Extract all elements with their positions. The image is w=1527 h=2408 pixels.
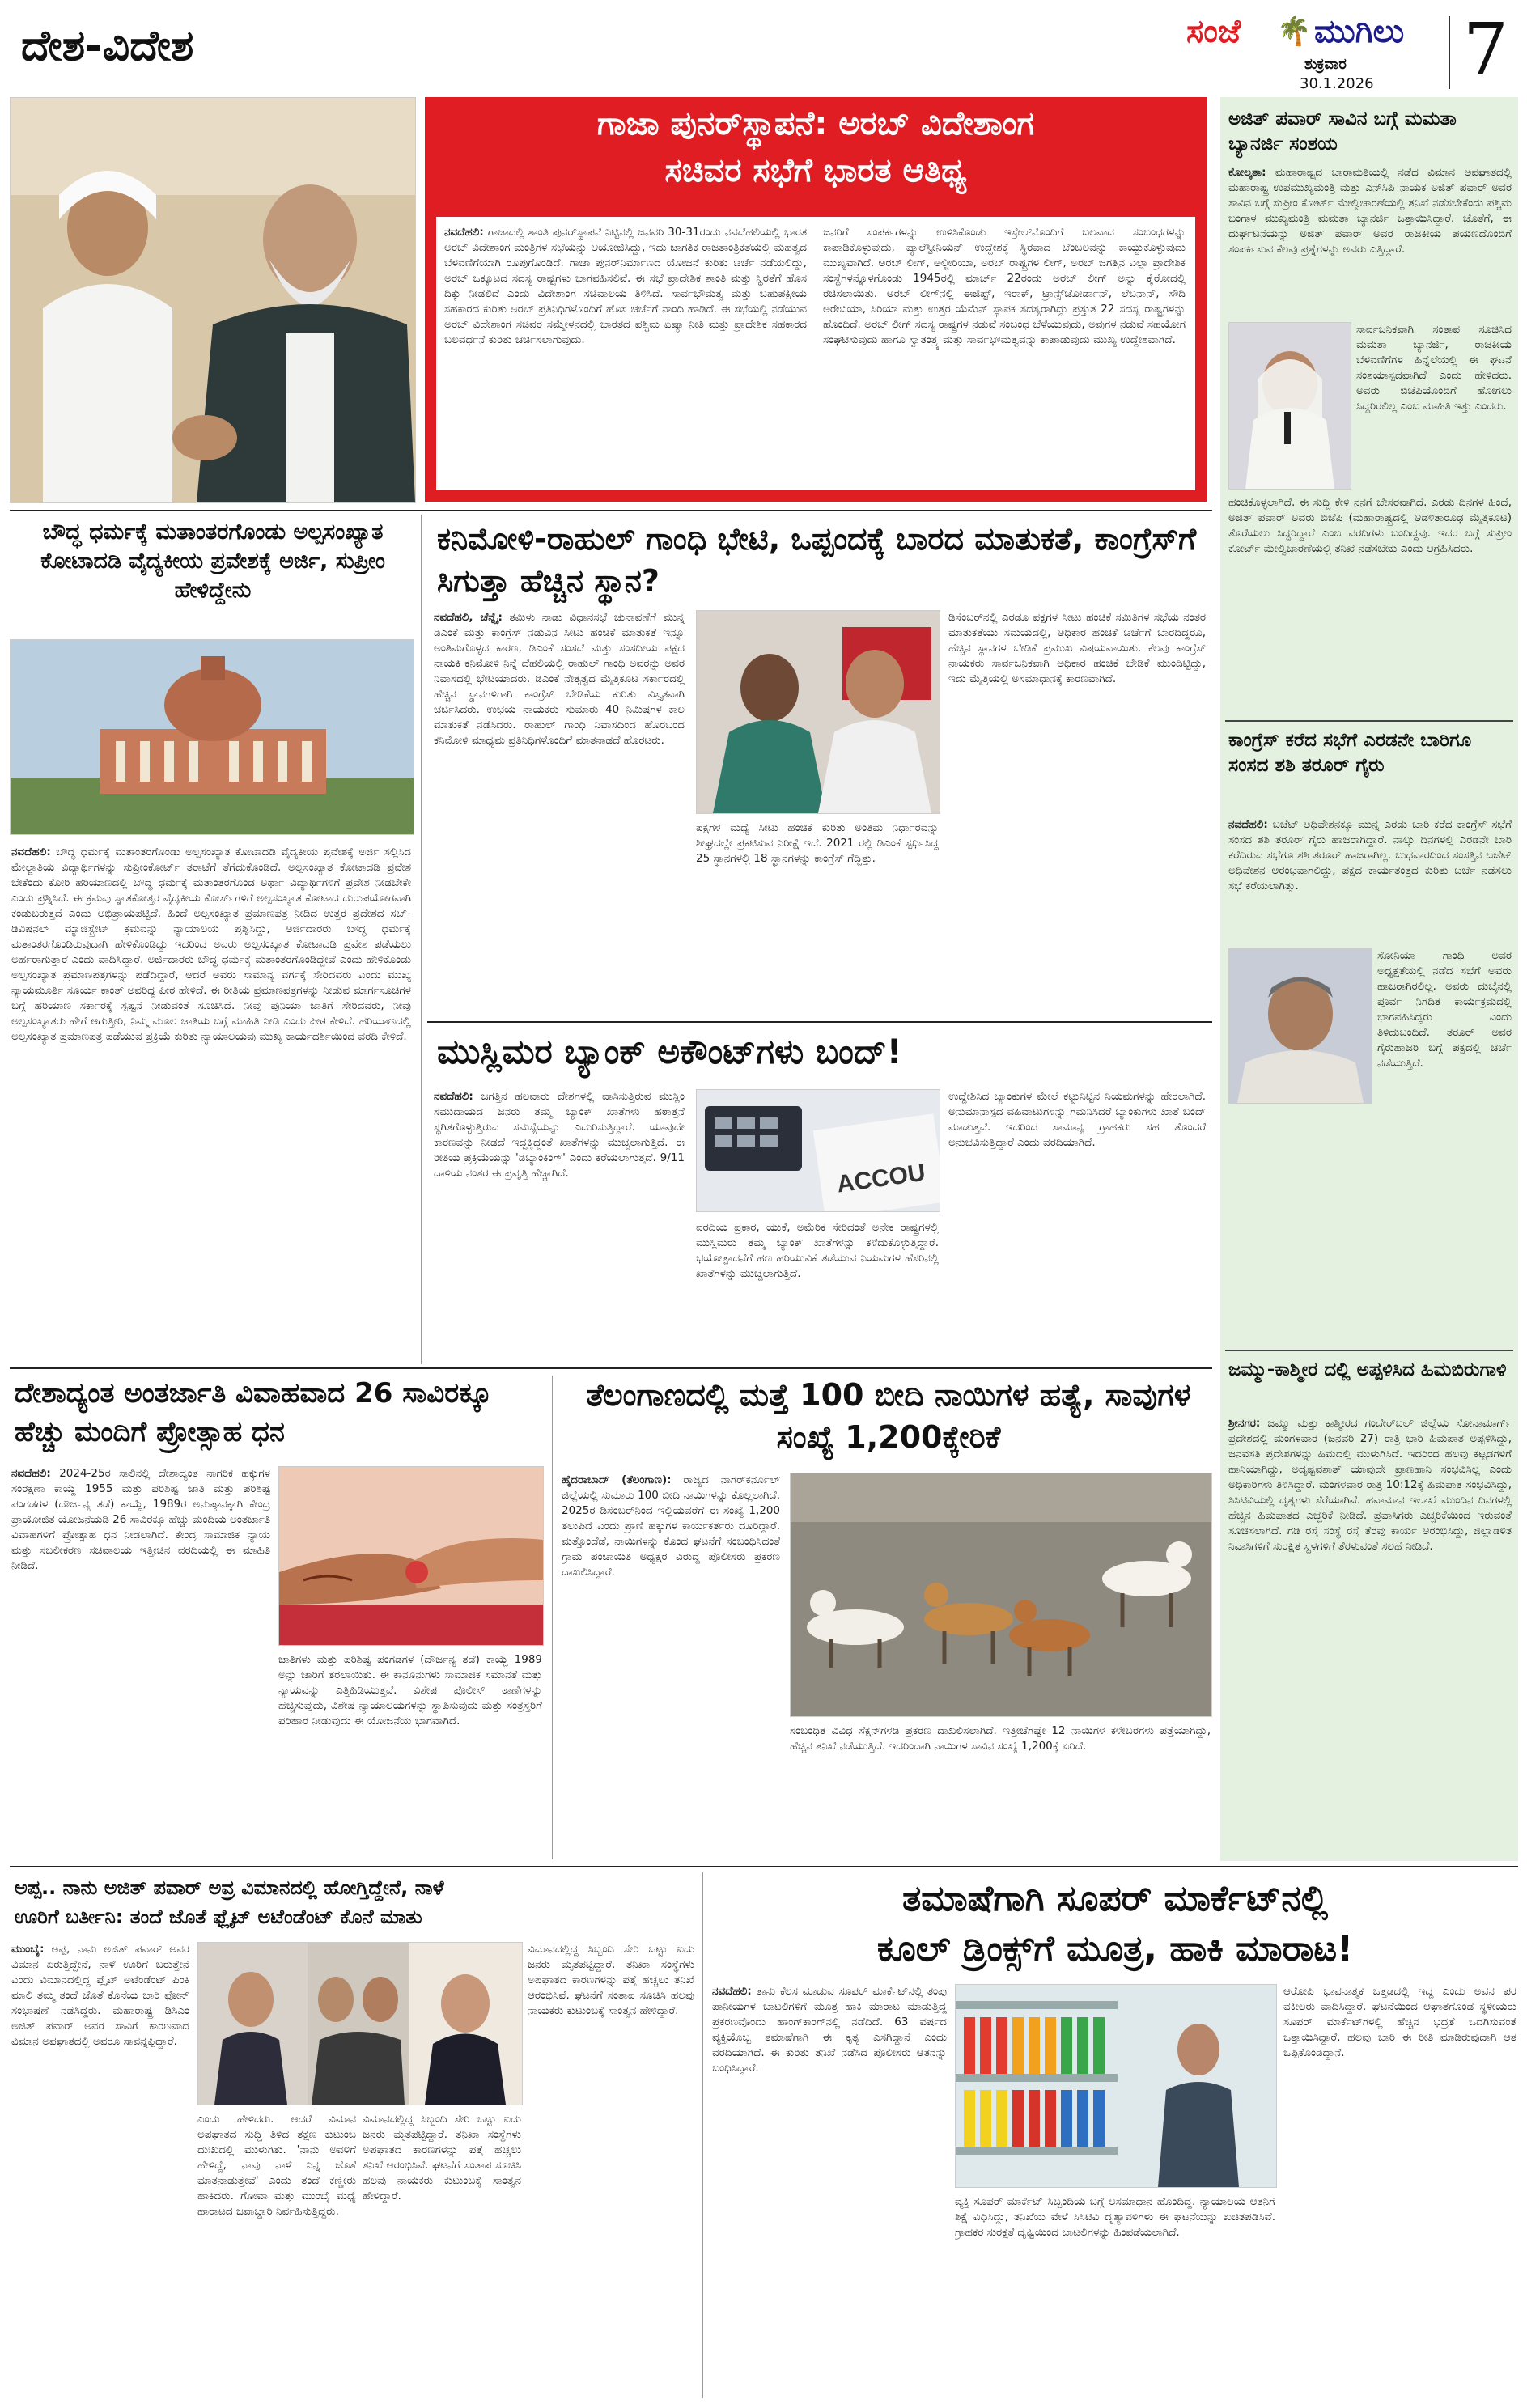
story4-headline: ಮುಸ್ಲಿಮರ ಬ್ಯಾಂಕ್ ಅಕೌಂಟ್‌ಗಳು ಬಂದ್! [437,1032,902,1071]
side3-body-text: ಜಮ್ಮು ಮತ್ತು ಕಾಶ್ಮೀರದ ಗಂದೇರ್‌ಬಲ್ ಜಿಲ್ಲೆಯ ಸೋನಾಮಾರ್ಗ್ ಪ್ರದೇಶದಲ್ಲಿ ಮಂಗಳವಾರ (ಜನವರಿ 27) ರಾತ್ರಿ ಭಾರಿ ಹಿಮಪಾತ ಅಪ್ಪಳಿಸಿದ್ದು, ಜನವಸತಿ ಪ್ರದೇಶಗಳನ್ನು ಹಿಮದಲ್ಲಿ ಮುಳುಗಿಸಿದೆ. ಇದರಿಂದ ಹಲವು ಕಟ್ಟಡಗಳಿಗೆ ಹಾನಿಯಾಗಿದ್ದು, ಅದೃಷ್ಟವಶಾತ್ ಯಾವುದೇ ಪ್ರಾಣಹಾನಿ ಸಂಭವಿಸಿಲ್ಲ ಎಂದು ಅಧಿಕಾರಿಗಳು ತಿಳಿಸಿದ್ದಾರೆ. ಮಂಗಳವಾರ ರಾತ್ರಿ 10:12ಕ್ಕೆ ಹಿಮಪಾತ ಸಂಭವಿಸಿದ್ದು, ಸಿಸಿಟಿವಿಯಲ್ಲಿ ದೃಶ್ಯಗಳು ಸೆರೆಯಾಗಿವೆ. ಹವಾಮಾನ ಇಲಾಖೆ ಮುಂದಿನ ದಿನಗಳಲ್ಲಿ ಹೆಚ್ಚಿನ ಹಿಮಪಾತದ ಎಚ್ಚರಿಕೆ ನೀಡಿದೆ. ಪ್ರವಾಸಿಗರು ಎಚ್ಚರಿಕೆಯಿಂದ ಇರುವಂತೆ ಸೂಚಿಸಲಾಗಿದೆ. ಗಡಿ ರಸ್ತೆ ಸಂಸ್ಥೆ ರಸ್ತೆ ತೆರವು ಕಾರ್ಯ ಆರಂಭಿಸಿದ್ದು, ಜಿಲ್ಲಾಡಳಿತ ನಿವಾಸಿಗಳಿಗೆ ಸುರಕ್ಷಿತ ಸ್ಥಳಗಳಿಗೆ ತೆರಳುವಂತೆ ಸಲಹೆ ನೀಡಿದೆ. [1228,1417,1512,1553]
story5-dateline: ನವದೆಹಲಿ: [11,1467,51,1480]
rule-1 [10,510,1212,511]
story4-col3 [948,1089,1206,1361]
supreme-court-photo [10,639,414,835]
rule-v-3 [702,1872,703,2398]
side1-body1-text: ಮಹಾರಾಷ್ಟ್ರದ ಬಾರಾಮತಿಯಲ್ಲಿ ನಡೆದ ವಿಮಾನ ಅಪಘಾತದಲ್ಲಿ ಮಹಾರಾಷ್ಟ್ರ ಉಪಮುಖ್ಯಮಂತ್ರಿ ಮತ್ತು ಎನ್‌ಸಿಪಿ ನಾಯಕ ಅಜಿತ್ ಪವಾರ್ ಅವರ ಸಾವಿನ ಬಗ್ಗೆ ಸುಪ್ರೀಂ ಕೋರ್ಟ್ ಮೇಲ್ವಿಚಾರಣೆಯಲ್ಲಿ ತನಿಖೆ ನಡೆಸಬೇಕೆಂದು ಪಶ್ಚಿಮ ಬಂಗಾಳ ಮುಖ್ಯಮಂತ್ರಿ ಮಮತಾ ಬ್ಯಾನರ್ಜಿ ಒತ್ತಾಯಿಸಿದ್ದಾರೆ. ಜೊತೆಗೆ, ಈ ದುರ್ಘಟನೆಯನ್ನು ಅಜಿತ್ ಪವಾರ್ ಅವರ ರಾಜಕೀಯ ಪಯಣದೊಂದಿಗೆ ಸಂಪರ್ಕಿಸುವ ಕೆಲವು ಪ್ರಶ್ನೆಗಳನ್ನು ಅವರು ಎತ್ತಿದ್ದಾರೆ. [1228,166,1512,256]
story7-col3-text: ವಿಮಾನದಲ್ಲಿದ್ದ ಸಿಬ್ಬಂದಿ ಸೇರಿ ಒಟ್ಟು ಐದು ಜನರು ಮೃತಪಟ್ಟಿದ್ದಾರೆ. ತನಿಖಾ ಸಂಸ್ಥೆಗಳು ಅಪಘಾತದ ಕಾರಣಗಳನ್ನು ಪತ್ತೆ ಹಚ್ಚಲು ತನಿಖೆ ಆರಂಭಿಸಿವೆ. ಘಟನೆಗೆ ಸಂತಾಪ ಸೂಚಿಸಿ ಹಲವು ನಾಯಕರು ಕುಟುಂಬಕ್ಕೆ ಸಾಂತ್ವನ ಹೇಳಿದ್ದಾರೆ. [528,1943,694,2017]
logo-left-text: ಸಂಜೆ [1186,13,1241,50]
story4-col1-text: ಜಗತ್ತಿನ ಹಲವಾರು ದೇಶಗಳಲ್ಲಿ ವಾಸಿಸುತ್ತಿರುವ ಮುಸ್ಲಿಂ ಸಮುದಾಯದ ಜನರು ತಮ್ಮ ಬ್ಯಾಂಕ್ ಖಾತೆಗಳು ಹಠಾತ್ತನೆ ಸ್ಥಗಿತಗೊಳ್ಳುತ್ತಿರುವ ಸಮಸ್ಯೆಯನ್ನು ಎದುರಿಸುತ್ತಿದ್ದಾರೆ. ಯಾವುದೇ ಕಾರಣವನ್ನು ನೀಡದೆ ಇದ್ದಕ್ಕಿದ್ದಂತೆ ಖಾತೆಗಳನ್ನು ಮುಚ್ಚಲಾಗುತ್ತಿದೆ. ಈ ರೀತಿಯ ಪ್ರಕ್ರಿಯೆಯನ್ನು 'ಡಿಬ್ಯಾಂಕಿಂಗ್' ಎಂದು ಕರೆಯಲಾಗುತ್ತದೆ. 9/11 ದಾಳಿಯ ನಂತರ ಈ ಪ್ರವೃತ್ತಿ ಹೆಚ್ಚಾಗಿದೆ. [434,1090,685,1180]
side1-body2 [1356,322,1512,488]
story7-headline-2: ಊರಿಗೆ ಬರ್ತೀನಿ: ತಂದೆ ಜೊತೆ ಫ್ಲೈಟ್ ಅಟೆಂಡೆಂಟ್ ಕೊನೆ ಮಾತು [15,1906,422,1928]
story1-col2-text: ಜನರಿಗೆ ಸಂಪರ್ಕಗಳನ್ನು ಉಳಿಸಿಕೊಂಡು ಇಸ್ರೇಲ್‌ನೊಂದಿಗೆ ಬಲವಾದ ಸಂಬಂಧಗಳನ್ನು ಕಾಪಾಡಿಕೊಳ್ಳುವುದು, ಪ್ಯಾಲೆಸ್ಟೀನಿಯನ್ ಉದ್ದೇಶಕ್ಕೆ ಸ್ಥಿರವಾದ ಬೆಂಬಲವನ್ನು ಕಾಯ್ದುಕೊಳ್ಳುವುದು ಮುಖ್ಯವಾಗಿದೆ. ಅರಬ್ ಲೀಗ್, ಅಲ್ಜೀರಿಯಾ, ಅರಬ್ ರಾಷ್ಟ್ರಗಳ ಲೀಗ್, ಅರಬ್ ಜಗತ್ತಿನ ಎಲ್ಲಾ ಪ್ರಾದೇಶಿಕ ಸಂಸ್ಥೆಗಳನ್ನೊಳಗೊಂಡು 1945ರಲ್ಲಿ ಮಾರ್ಚ್ 22ರಂದು ಅರಬ್ ಲೀಗ್ ಅನ್ನು ಕೈರೋದಲ್ಲಿ ರಚಿಸಲಾಯಿತು. ಅರಬ್ ಲೀಗ್‌ನಲ್ಲಿ ಈಜಿಪ್ಟ್, ಇರಾಕ್, ಟ್ರಾನ್ಸ್‌ಜೋರ್ಡಾನ್, ಲೆಬನಾನ್, ಸೌದಿ ಅರೇಬಿಯಾ, ಸಿರಿಯಾ ಮತ್ತು ಉತ್ತರ ಯೆಮೆನ್ ಸ್ಥಾಪಕ ಸದಸ್ಯರಾಗಿದ್ದು ಪ್ರಸ್ತುತ 22 ಸದಸ್ಯ ರಾಷ್ಟ್ರಗಳನ್ನು ಹೊಂದಿದೆ. ಅರಬ್ ಲೀಗ್ ಸದಸ್ಯ ರಾಷ್ಟ್ರಗಳ ನಡುವೆ ಸಂಬಂಧ ಬೆಳೆಯುವುದು, ಅವುಗಳ ನಡುವೆ ಸಹಯೋಗ ಸಂಘಟಿಸುವುದು ಹಾಗೂ ಸ್ವಾತಂತ್ರ್ಯ ಮತ್ತು ಸಾರ್ವಭೌಮತ್ವವನ್ನು ಕಾಪಾಡುವುದು ಮುಖ್ಯ ಉದ್ದೇಶವಾಗಿದೆ. [823,226,1186,346]
story3-col2 [948,610,1206,1015]
story7-col3b-text: ವಿಮಾನದಲ್ಲಿದ್ದ ಸಿಬ್ಬಂದಿ ಸೇರಿ ಒಟ್ಟು ಐದು ಜನರು ಮೃತಪಟ್ಟಿದ್ದಾರೆ. ತನಿಖಾ ಸಂಸ್ಥೆಗಳು ಅಪಘಾತದ ಕಾರಣಗಳನ್ನು ಪತ್ತೆ ಹಚ್ಚಲು ತನಿಖೆ ಆರಂಭಿಸಿವೆ. ಘಟನೆಗೆ ಸಂತಾಪ ಸೂಚಿಸಿ ಹಲವು ನಾಯಕರು ಕುಟುಂಬಕ್ಕೆ ಸಾಂತ್ವನ ಹೇಳಿದ್ದಾರೆ. [363,2113,521,2202]
story8-dateline: ನವದೆಹಲಿ: [712,1985,752,1998]
story8-col3 [1283,1984,1516,2395]
wedding-hands-photo [278,1466,544,1646]
rule-4 [10,1866,1518,1867]
story8-col2 [955,2194,1275,2395]
svg-text:ACCOU: ACCOU [835,1159,927,1198]
kanimozhi-rahul-photo [696,610,940,814]
story2-headline: ಬೌದ್ಧ ಧರ್ಮಕ್ಕೆ ಮತಾಂತರಗೊಂಡು ಅಲ್ಪಸಂಖ್ಯಾತ ಕೋಟಾದಡಿ ವೈದ್ಯಕೀಯ ಪ್ರವೇಶಕ್ಕೆ ಅರ್ಜಿ, ಸುಪ್ರೀಂ ಹೇಳಿದ್ದೇನು [40,519,385,603]
page-number: 7 [1463,7,1508,91]
mamata-photo [1228,322,1351,490]
side2-body2-text: ಸೋನಿಯಾ ಗಾಂಧಿ ಅವರ ಅಧ್ಯಕ್ಷತೆಯಲ್ಲಿ ನಡೆದ ಸಭೆಗೆ ಅವರು ಹಾಜರಾಗಿರಲಿಲ್ಲ. ಅವರು ದುಬೈನಲ್ಲಿ ಪೂರ್ವ ನಿಗದಿತ ಕಾರ್ಯಕ್ರಮದಲ್ಲಿ ಭಾಗವಹಿಸಿದ್ದರು ಎಂದು ತಿಳಿದುಬಂದಿದೆ. ತರೂರ್ ಅವರ ಗೈರುಹಾಜರಿ ಬಗ್ಗೆ ಪಕ್ಷದಲ್ಲಿ ಚರ್ಚೆ ನಡೆಯುತ್ತಿದೆ. [1377,949,1512,1070]
side2-body2 [1377,948,1512,1337]
story8-headline-2: ಕೂಲ್ ಡ್ರಿಂಕ್ಸ್‌ಗೆ ಮೂತ್ರ, ಹಾಕಿ ಮಾರಾಟ! [876,1928,1354,1969]
story7-col2b [363,2112,521,2395]
story8-headline-1: ತಮಾಷೆಗಾಗಿ ಸೂಪರ್ ಮಾರ್ಕೆಟ್‌ನಲ್ಲಿ [901,1878,1329,1919]
story3-col1-text: ತಮಿಳು ನಾಡು ವಿಧಾನಸಭೆ ಚುನಾವಣೆಗೆ ಮುನ್ನ ಡಿಎಂಕೆ ಮತ್ತು ಕಾಂಗ್ರೆಸ್ ನಡುವಿನ ಸೀಟು ಹಂಚಿಕೆ ಮಾತುಕತೆ ಇನ್ನೂ ಅಂತಿಮಗೊಳ್ಳದ ಕಾರಣ, ಡಿಎಂಕೆ ಸಂಸದೆ ಮತ್ತು ಸಂಸದೀಯ ಪಕ್ಷದ ನಾಯಕಿ ಕನಿಮೋಳಿ ನಿನ್ನೆ ದೆಹಲಿಯಲ್ಲಿ ರಾಹುಲ್ ಗಾಂಧಿ ಅವರನ್ನು ಅವರ ನಿವಾಸದಲ್ಲಿ ಭೇಟಿಯಾದರು. ಡಿಎಂಕೆ ನೇತೃತ್ವದ ಮೈತ್ರಿಕೂಟ ಸರ್ಕಾರದಲ್ಲಿ ಹೆಚ್ಚಿನ ಸ್ಥಾನಗಳಿಗಾಗಿ ಕಾಂಗ್ರೆಸ್ ಬೇಡಿಕೆಯ ಕುರಿತು ವಿಸ್ತೃತವಾಗಿ ಚರ್ಚಿಸಿದರು. ಉಭಯ ನಾಯಕರು ಸುಮಾರು 40 ನಿಮಿಷಗಳ ಕಾಲ ಮಾತುಕತೆ ನಡೆಸಿದರು. ರಾಹುಲ್ ಗಾಂಧಿ ನಿವಾಸದಿಂದ ಹೊರಬಂದ ಕನಿಮೋಳಿ ಮಾಧ್ಯಮ ಪ್ರತಿನಿಧಿಗಳೊಂದಿಗೆ ಮಾತನಾಡದೆ ಹೊರಟರು. [434,611,685,747]
tharoor-photo [1228,948,1372,1104]
side1-headline: ಅಜಿತ್ ಪವಾರ್ ಸಾವಿನ ಬಗ್ಗೆ ಮಮತಾ ಬ್ಯಾನರ್ಜಿ ಸಂಶಯ [1228,108,1457,155]
side2-dateline: ನವದೆಹಲಿ: [1228,818,1268,831]
story6-col1 [562,1473,780,1859]
story3-col3-text: ಪಕ್ಷಗಳ ಮಧ್ಯೆ ಸೀಟು ಹಂಚಿಕೆ ಕುರಿತು ಅಂತಿಮ ನಿರ್ಧಾರವನ್ನು ಶೀಘ್ರದಲ್ಲೇ ಪ್ರಕಟಿಸುವ ನಿರೀಕ್ಷೆ ಇದೆ. 2021 ರಲ್ಲಿ ಡಿಎಂಕೆ ಸ್ಪರ್ಧಿಸಿದ್ದ 25 ಸ್ಥಾನಗಳಲ್ಲಿ 18 ಸ್ಥಾನಗಳನ್ನು ಕಾಂಗ್ರೆಸ್ ಗೆದ್ದಿತ್ತು. [696,821,939,865]
story2-body-text: ಬೌದ್ಧ ಧರ್ಮಕ್ಕೆ ಮತಾಂತರಗೊಂಡು ಅಲ್ಪಸಂಖ್ಯಾತ ಕೋಟಾದಡಿ ವೈದ್ಯಕೀಯ ಪ್ರವೇಶಕ್ಕೆ ಅರ್ಜಿ ಸಲ್ಲಿಸಿದ ಮೇಲ್ಜಾತಿಯ ವಿದ್ಯಾರ್ಥಿಗಳನ್ನು ಸುಪ್ರೀಂಕೋರ್ಟ್ ತರಾಟೆಗೆ ತೆಗೆದುಕೊಂಡಿದೆ. ಅಲ್ಪಸಂಖ್ಯಾತ ಕೋಟಾದಡಿ ಪ್ರವೇಶ ಬೇಕೆಂದು ಕೋರಿ ಹರಿಯಾಣದಲ್ಲಿ ಬೌದ್ಧ ಧರ್ಮಕ್ಕೆ ಮತಾಂತರಗೊಂಡ ಅರ್ಥಾ ವಿದ್ಯಾರ್ಥಿಗಳಿಗೆ ಪ್ರವೇಶ ನೀಡಬೇಕೇ ಎಂದು ಪ್ರಶ್ನಿಸಿದೆ. ಈ ಕ್ರಮವು ಸ್ನಾತಕೋತ್ತರ ವೈದ್ಯಕೀಯ ಕೋರ್ಸ್‌ಗಳಿಗೆ ಅಲ್ಪಸಂಖ್ಯಾತ ಕೋಟಾದ ದುರುಪಯೋಗವಾಗಿ ಕಂಡುಬರುತ್ತದೆ ಎಂದು ಅಭಿಪ್ರಾಯಪಟ್ಟಿದೆ. ಹಿಂದೆ ಅಲ್ಪಸಂಖ್ಯಾತ ಪ್ರಮಾಣಪತ್ರ ನೀಡಿದ ಉತ್ತರ ಪ್ರದೇಶದ ಸಬ್-ಡಿವಿಷನಲ್ ಮ್ಯಾಜಿಸ್ಟ್ರೇಟ್ ಕ್ರಮವನ್ನು ನ್ಯಾಯಾಲಯ ಪ್ರಶ್ನಿಸಿದ್ದು, ಅರ್ಜಿದಾರರು ಬೌದ್ಧ ಧರ್ಮಕ್ಕೆ ಮತಾಂತರಗೊಂಡಿರುವುದಾಗಿ ಹೇಳಿಕೊಂಡಿದ್ದು ಇದರಿಂದ ಅವರು ಅಲ್ಪಸಂಖ್ಯಾತ ಕೋಟಾದಡಿ ಪ್ರವೇಶ ಪಡೆಯಲು ಅರ್ಹರಾಗುತ್ತಾರೆ ಎಂದು ವಾದಿಸಿದ್ದಾರೆ. ಅರ್ಜಿದಾರರು ಬೌದ್ಧ ಧರ್ಮಕ್ಕೆ ಮತಾಂತರಗೊಂಡಿದ್ದೇವೆ ಎಂದು ಹೇಳಿಕೊಂಡು ಅಲ್ಪಸಂಖ್ಯಾತ ಪ್ರಮಾಣಪತ್ರಗಳನ್ನು ಪಡೆದಿದ್ದಾರೆ, ಆದರೆ ಅವರು ಸಾಮಾನ್ಯ ವರ್ಗಕ್ಕೆ ಸೇರಿದವರು ಎಂದು ಮುಖ್ಯ ನ್ಯಾಯಮೂರ್ತಿ ಸೂರ್ಯ ಕಾಂತ್ ಅವರಿದ್ದ ಪೀಠ ಹೇಳಿದೆ. ಈ ರೀತಿಯ ಪ್ರಮಾಣಪತ್ರಗಳನ್ನು ನೀಡುವ ಮಾರ್ಗಸೂಚಿಗಳ ಬಗ್ಗೆ ಹರಿಯಾಣ ಸರ್ಕಾರಕ್ಕೆ ಸ್ಪಷ್ಟನೆ ನೀಡುವಂತೆ ಸೂಚಿಸಿದೆ. ನೀವು ಪುನಿಯಾ ಜಾತಿಗೆ ಸೇರಿದವರು, ನೀವು ಅಲ್ಪಸಂಖ್ಯಾತರು ಹೇಗೆ ಆಗುತ್ತೀರಿ, ನಿಮ್ಮ ಮೂಲ ಜಾತಿಯ ಬಗ್ಗೆ ಮಾಹಿತಿ ನೀಡಿ ಎಂದು ಪೀಠ ಕೇಳಿದೆ. ಹರಿಯಾಣದಲ್ಲಿ ಅಲ್ಪಸಂಖ್ಯಾತ ಪ್ರಮಾಣಪತ್ರ ಪಡೆಯುವ ಪ್ರಕ್ರಿಯೆ ಕುರಿತು ನ್ಯಾಯಾಲಯವು ಮುಖ್ಯ ಕಾರ್ಯದರ್ಶಿಯಿಂದ ವರದಿ ಕೇಳಿದೆ. [11,846,411,1043]
story4-col1 [434,1089,685,1361]
masthead-date: 30.1.2026 [1300,75,1374,92]
story4-col2-text: ವರದಿಯ ಪ್ರಕಾರ, ಯುಕೆ, ಅಮೆರಿಕ ಸೇರಿದಂತೆ ಅನೇಕ ರಾಷ್ಟ್ರಗಳಲ್ಲಿ ಮುಸ್ಲಿಮರು ತಮ್ಮ ಬ್ಯಾಂಕ್ ಖಾತೆಗಳನ್ನು ಕಳೆದುಕೊಳ್ಳುತ್ತಿದ್ದಾರೆ. ಭಯೋತ್ಪಾದನೆಗೆ ಹಣ ಹರಿಯುವಿಕೆ ತಡೆಯುವ ನಿಯಮಗಳ ಹೆಸರಿನಲ್ಲಿ ಖಾತೆಗಳನ್ನು ಮುಚ್ಚಲಾಗುತ್ತಿದೆ. [696,1221,939,1280]
side3-body [1228,1416,1512,1853]
side1-body3-text: ಹಂಚಿಕೊಳ್ಳಲಾಗಿದೆ. ಈ ಸುದ್ದಿ ಕೇಳಿ ನನಗೆ ಬೇಸರವಾಗಿದೆ. ಎರಡು ದಿನಗಳ ಹಿಂದೆ, ಅಜಿತ್ ಪವಾರ್ ಅವರು ಬಿಜೆಪಿ (ಮಹಾರಾಷ್ಟ್ರದಲ್ಲಿ ಆಡಳಿತಾರೂಢ ಮೈತ್ರಿಕೂಟ) ತೊರೆಯಲು ಸಿದ್ಧರಿದ್ದಾರೆ ಎಂಬ ವರದಿಗಳು ಬಂದಿದ್ದವು. ಇದರ ಬಗ್ಗೆ ಸುಪ್ರೀಂ ಕೋರ್ಟ್ ಮೇಲ್ವಿಚಾರಣೆಯಲ್ಲಿ ತನಿಖೆ ನಡೆಸಬೇಕು ಎಂದು ಆಗ್ರಹಿಸಿದರು. [1228,496,1512,555]
story8-col2-text: ವ್ಯಕ್ತಿ ಸೂಪರ್ ಮಾರ್ಕೆಟ್ ಸಿಬ್ಬಂದಿಯ ಬಗ್ಗೆ ಅಸಮಾಧಾನ ಹೊಂದಿದ್ದ. ನ್ಯಾಯಾಲಯ ಆತನಿಗೆ ಶಿಕ್ಷೆ ವಿಧಿಸಿದ್ದು, ತನಿಖೆಯ ವೇಳೆ ಸಿಸಿಟಿವಿ ದೃಶ್ಯಾವಳಿಗಳು ಈ ಘಟನೆಯನ್ನು ಖಚಿತಪಡಿಸಿವೆ. ಗ್ರಾಹಕರ ಸುರಕ್ಷತೆ ದೃಷ್ಟಿಯಿಂದ ಬಾಟಲಿಗಳನ್ನು ಹಿಂಪಡೆಯಲಾಗಿದೆ. [955,2195,1275,2239]
story5-col1-text: 2024-25ರ ಸಾಲಿನಲ್ಲಿ ದೇಶಾದ್ಯಂತ ನಾಗರಿಕ ಹಕ್ಕುಗಳ ಸಂರಕ್ಷಣಾ ಕಾಯ್ದೆ 1955 ಮತ್ತು ಪರಿಶಿಷ್ಟ ಜಾತಿ ಮತ್ತು ಪರಿಶಿಷ್ಟ ಪಂಗಡಗಳ (ದೌರ್ಜನ್ಯ ತಡೆ) ಕಾಯ್ದೆ, 1989ರ ಅನುಷ್ಠಾನಕ್ಕಾಗಿ ಕೇಂದ್ರ ಪ್ರಾಯೋಜಿತ ಯೋಜನೆಯಡಿ 26 ಸಾವಿರಕ್ಕೂ ಹೆಚ್ಚು ಮಂದಿಯ ಅಂತರ್ಜಾತಿ ವಿವಾಹಗಳಿಗೆ ಪ್ರೋತ್ಸಾಹ ಧನ ನೀಡಲಾಗಿದೆ. ಕೇಂದ್ರ ಸಾಮಾಜಿಕ ನ್ಯಾಯ ಮತ್ತು ಸಬಲೀಕರಣ ಸಚಿವಾಲಯ ಇತ್ತೀಚಿನ ವರದಿಯಲ್ಲಿ ಈ ಮಾಹಿತಿ ನೀಡಿದೆ. [11,1467,270,1572]
story7-dateline: ಮುಂಬೈ: [11,1943,45,1956]
rule-2 [427,1021,1212,1023]
story1-dateline: ನವದೆಹಲಿ: [444,226,484,239]
story5-col2-text: ಜಾತಿಗಳು ಮತ್ತು ಪರಿಶಿಷ್ಟ ಪಂಗಡಗಳ (ದೌರ್ಜನ್ಯ ತಡೆ) ಕಾಯ್ದೆ 1989 ಅನ್ನು ಜಾರಿಗೆ ತರಲಾಯಿತು. ಈ ಕಾನೂನುಗಳು ಸಾಮಾಜಿಕ ಸಮಾನತೆ ಮತ್ತು ನ್ಯಾಯವನ್ನು ಎತ್ತಿಹಿಡಿಯುತ್ತವೆ. ವಿಶೇಷ ಪೊಲೀಸ್ ಠಾಣೆಗಳನ್ನು ಹೆಚ್ಚಿಸುವುದು, ವಿಶೇಷ ನ್ಯಾಯಾಲಯಗಳನ್ನು ಸ್ಥಾಪಿಸುವುದು ಮತ್ತು ಸಂತ್ರಸ್ತರಿಗೆ ಪರಿಹಾರ ನೀಡುವುದು ಈ ಯೋಜನೆಯ ಭಾಗವಾಗಿದೆ. [278,1653,542,1728]
story7-col2-text: ಎಂದು ಹೇಳಿದರು. ಆದರೆ ವಿಮಾನ ಅಪಘಾತದ ಸುದ್ದಿ ತಿಳಿದ ತಕ್ಷಣ ಕುಟುಂಬ ದುಃಖದಲ್ಲಿ ಮುಳುಗಿತು. 'ನಾನು ಅವಳಿಗೆ ಹೇಳಿದ್ದೆ, ನಾವು ನಾಳೆ ನಿನ್ನ ಜೊತೆ ಮಾತನಾಡುತ್ತೇವೆ' ಎಂದು ತಂದೆ ಕಣ್ಣೀರು ಹಾಕಿದರು. ಗೋವಾ ಮತ್ತು ಮುಂಬೈ ಮಧ್ಯೆ ಹಾರಾಟದ ಜವಾಬ್ದಾರಿ ನಿರ್ವಹಿಸುತ್ತಿದ್ದರು. [197,2113,356,2218]
rule-v-2 [552,1376,553,1859]
bank-account-photo [696,1089,940,1212]
story6-headline: ತೆಲಂಗಾಣದಲ್ಲಿ ಮತ್ತೆ 100 ಬೀದಿ ನಾಯಿಗಳ ಹತ್ಯೆ, ಸಾವುಗಳ ಸಂಖ್ಯೆ 1,200ಕ್ಕೇರಿಕೆ [586,1377,1191,1455]
side1-body1 [1228,165,1512,317]
modi-photo [10,97,416,503]
story5-col2 [278,1652,542,1859]
story3-col2-text: ಡಿಸೆಂಬರ್‌ನಲ್ಲಿ ಎರಡೂ ಪಕ್ಷಗಳ ಸೀಟು ಹಂಚಿಕೆ ಸಮಿತಿಗಳ ಸಭೆಯ ನಂತರ ಮಾತುಕತೆಯು ಸಮಯದಲ್ಲಿ, ಅಧಿಕಾರ ಹಂಚಿಕೆ ಚರ್ಚೆಗೆ ಬಾರದಿದ್ದರೂ, ಹೆಚ್ಚಿನ ಸ್ಥಾನಗಳ ಬೇಡಿಕೆ ಪ್ರಮುಖ ವಿಷಯವಾಯಿತು. ಕೆಲವು ಕಾಂಗ್ರೆಸ್ ನಾಯಕರು ಸಾರ್ವಜನಿಕವಾಗಿ ಅಧಿಕಾರ ಹಂಚಿಕೆ ಬೇಡಿಕೆ ಮುಂದಿಟ್ಟಿದ್ದು, ಇದು ಮೈತ್ರಿಯಲ್ಲಿ ಅಸಮಾಧಾನಕ್ಕೆ ಕಾರಣವಾಗಿದೆ. [948,611,1206,685]
masthead-logo [1186,11,1461,52]
supermarket-photo [955,1984,1277,2188]
story2-dateline: ನವದೆಹಲಿ: [11,846,51,858]
side1-body2-text: ಸಾರ್ವಜನಿಕವಾಗಿ ಸಂತಾಪ ಸೂಚಿಸಿದ ಮಮತಾ ಬ್ಯಾನರ್ಜಿ, ರಾಜಕೀಯ ಬೆಳವಣಿಗೆಗಳ ಹಿನ್ನೆಲೆಯಲ್ಲಿ ಈ ಘಟನೆ ಸಂಶಯಾಸ್ಪದವಾಗಿದೆ ಎಂದು ಹೇಳಿದರು. ಅವರು ಬಿಜೆಪಿಯೊಂದಿಗೆ ಹೋಗಲು ಸಿದ್ಧರಿರಲಿಲ್ಲ ಎಂಬ ಮಾಹಿತಿ ಇತ್ತು ಎಂದರು. [1356,323,1512,413]
flight-attendant-photo [197,1942,523,2105]
side3-dateline: ಶ್ರೀನಗರ: [1228,1417,1261,1430]
story5-col1 [11,1466,270,1859]
story2-body [11,845,411,1363]
story3-col3 [696,820,939,1015]
logo-right-text: ಮುಗಿಲು [1314,13,1405,50]
side2-body1-text: ಬಜೆಟ್ ಅಧಿವೇಶನಕ್ಕೂ ಮುನ್ನ ಎರಡು ಬಾರಿ ಕರೆದ ಕಾಂಗ್ರೆಸ್ ಸಭೆಗೆ ಸಂಸದ ಶಶಿ ತರೂರ್ ಗೈರು ಹಾಜರಾಗಿದ್ದಾರೆ. ನಾಲ್ಕು ದಿನಗಳಲ್ಲಿ ಎರಡನೇ ಬಾರಿ ಕರೆದಿರುವ ಸಭೆಗೂ ಶಶಿ ತರೂರ್ ಹಾಜರಾಗಿಲ್ಲ. ಬುಧವಾರದಿಂದ ಸಂಸತ್ತಿನ ಬಜೆಟ್ ಅಧಿವೇಶನ ಆರಂಭವಾಗಲಿದ್ದು, ಪಕ್ಷದ ಕಾರ್ಯತಂತ್ರದ ಕುರಿತು ಚರ್ಚೆ ನಡೆಸಲು ಸಭೆ ಕರೆಯಲಾಗಿತ್ತು. [1228,818,1512,892]
story6-dateline: ಹೈದರಾಬಾದ್ (ತೆಲಂಗಾಣ): [562,1473,672,1486]
side2-body1 [1228,817,1512,943]
story4-col3-text: ಉದ್ದೇಶಿಸಿದ ಬ್ಯಾಂಕುಗಳ ಮೇಲೆ ಕಟ್ಟುನಿಟ್ಟಿನ ನಿಯಮಗಳನ್ನು ಹೇರಲಾಗಿದೆ. ಅನುಮಾನಾಸ್ಪದ ವಹಿವಾಟುಗಳನ್ನು ಗಮನಿಸಿದರೆ ಬ್ಯಾಂಕುಗಳು ಖಾತೆ ಬಂದ್ ಮಾಡುತ್ತವೆ. ಇದರಿಂದ ಸಾಮಾನ್ಯ ಗ್ರಾಹಕರು ಸಹ ತೊಂದರೆ ಅನುಭವಿಸುತ್ತಿದ್ದಾರೆ ಎಂದು ವರದಿಯಾಗಿದೆ. [948,1090,1206,1149]
stray-dogs-photo [790,1473,1212,1717]
story7-col2 [197,2112,356,2395]
rule-v-1 [421,515,422,1364]
masthead-divider [1449,16,1450,89]
story1-col2 [823,225,1186,484]
story6-col1-text: ರಾಜ್ಯದ ನಾಗರ್‌ಕರ್ನೂಲ್ ಜಿಲ್ಲೆಯಲ್ಲಿ ಸುಮಾರು 100 ಬೀದಿ ನಾಯಿಗಳನ್ನು ಕೊಲ್ಲಲಾಗಿದೆ. 2025ರ ಡಿಸೆಂಬರ್‌ನಿಂದ ಇಲ್ಲಿಯವರೆಗೆ ಈ ಸಂಖ್ಯೆ 1,200 ತಲುಪಿದೆ ಎಂದು ಪ್ರಾಣಿ ಹಕ್ಕುಗಳ ಕಾರ್ಯಕರ್ತರು ದೂರಿದ್ದಾರೆ. ಮತ್ತೊಂದೆಡೆ, ನಾಯಿಗಳನ್ನು ಕೊಂದ ಘಟನೆಗೆ ಸಂಬಂಧಿಸಿದಂತೆ ಗ್ರಾಮ ಪಂಚಾಯಿತಿ ಅಧ್ಯಕ್ಷರ ವಿರುದ್ಧ ಪೊಲೀಸರು ಪ್ರಕರಣ ದಾಖಲಿಸಿದ್ದಾರೆ. [562,1473,780,1579]
story1-headline-2: ಸಚಿವರ ಸಭೆಗೆ ಭಾರತ ಆತಿಥ್ಯ [664,152,967,189]
side1-body3 [1228,495,1512,714]
story4-dateline: ನವದೆಹಲಿ: [434,1090,473,1103]
palm-tree-icon: 🌴 [1277,15,1312,48]
story5-headline: ದೇಶಾದ್ಯಂತ ಅಂತರ್ಜಾತಿ ವಿವಾಹವಾದ 26 ಸಾವಿರಕ್ಕೂ ಹೆಚ್ಚು ಮಂದಿಗೆ ಪ್ರೋತ್ಸಾಹ ಧನ [15,1377,492,1448]
story6-col2 [790,1723,1211,1859]
story8-col1 [712,1984,947,2395]
story1-col1-text: ಗಾಜಾದಲ್ಲಿ ಶಾಂತಿ ಪುನರ್‌ಸ್ಥಾಪನೆ ನಿಟ್ಟಿನಲ್ಲಿ ಜನವರಿ 30-31ರಂದು ನವದೆಹಲಿಯಲ್ಲಿ ಭಾರತ ಅರಬ್ ವಿದೇಶಾಂಗ ಮಂತ್ರಿಗಳ ಸಭೆಯನ್ನು ಆಯೋಜಿಸಿದ್ದು, ಇದು ಜಾಗತಿಕ ರಾಜತಾಂತ್ರಿಕತೆಯಲ್ಲಿ ಮಹತ್ವದ ಬೆಳವಣಿಗೆಯಾಗಿ ರೂಪುಗೊಂಡಿದೆ. ಗಾಜಾ ಪುನರ್‌ನಿರ್ಮಾಣದ ಯೋಜನೆ ಕುರಿತು ಚರ್ಚೆ ನಡೆಯಲಿದ್ದು, ಅರಬ್ ಒಕ್ಕೂಟದ ಸದಸ್ಯ ರಾಷ್ಟ್ರಗಳು ಭಾಗವಹಿಸಲಿವೆ. ಈ ಸಭೆ ಪ್ರಾದೇಶಿಕ ಶಾಂತಿ ಮತ್ತು ಸ್ಥಿರತೆಗೆ ಹೊಸ ದಿಕ್ಕು ನೀಡಲಿದೆ ಎಂದು ವಿದೇಶಾಂಗ ಸಚಿವಾಲಯ ತಿಳಿಸಿದೆ. ಸಾರ್ವಭೌಮತ್ವ ಮತ್ತು ಬಹುಪಕ್ಷೀಯ ಸಹಕಾರದ ಕುರಿತು ಅರಬ್ ಪ್ರತಿನಿಧಿಗಳೊಂದಿಗೆ ಹೊಸ ಚರ್ಚೆಗೆ ನಾಂದಿ ಹಾಡಿದೆ. ಈ ಸಭೆಯಲ್ಲಿ ನಡೆಯುವ ಅರಬ್ ವಿದೇಶಾಂಗ ಸಚಿವರ ಸಮ್ಮೇಳನದಲ್ಲಿ ಭಾರತದ ಪಶ್ಚಿಮ ಏಷ್ಯಾ ನೀತಿ ಮತ್ತು ಪ್ರಾದೇಶಿಕ ಸಹಕಾರದ ಬಲವರ್ಧನೆ ಕುರಿತು ಚರ್ಚಿಸಲಾಗುವುದು. [444,226,807,346]
section-title: ದೇಶ-ವಿದೇಶ [21,22,194,70]
story1-body [436,217,1195,490]
story1-headline-1: ಗಾಜಾ ಪುನರ್‌ಸ್ಥಾಪನೆ: ಅರಬ್ ವಿದೇಶಾಂಗ [596,105,1035,142]
story6-col2-text: ಸಂಬಂಧಿತ ವಿವಿಧ ಸೆಕ್ಷನ್‌ಗಳಡಿ ಪ್ರಕರಣ ದಾಖಲಿಸಲಾಗಿದೆ. ಇತ್ತೀಚೆಗಷ್ಟೇ 12 ನಾಯಿಗಳ ಕಳೇಬರಗಳು ಪತ್ತೆಯಾಗಿದ್ದು, ಹೆಚ್ಚಿನ ತನಿಖೆ ನಡೆಯುತ್ತಿದೆ. ಇದರಿಂದಾಗಿ ನಾಯಿಗಳ ಸಾವಿನ ಸಂಖ್ಯೆ 1,200ಕ್ಕೆ ಏರಿದೆ. [790,1724,1211,1753]
story4-col2 [696,1220,939,1363]
story7-headline-1: ಅಪ್ಪ.. ನಾನು ಅಜಿತ್ ಪವಾರ್ ಅವ್ರ ವಿಮಾನದಲ್ಲಿ ಹೋಗ್ತಿದ್ದೇನೆ, ನಾಳೆ [15,1876,444,1899]
story8-col1-text: ತಾನು ಕೆಲಸ ಮಾಡುವ ಸೂಪರ್ ಮಾರ್ಕೆಟ್‌ನಲ್ಲಿ ತಂಪು ಪಾನೀಯಗಳ ಬಾಟಲಿಗಳಿಗೆ ಮೂತ್ರ ಹಾಕಿ ಮಾರಾಟ ಮಾಡುತ್ತಿದ್ದ ಪ್ರಕರಣವೊಂದು ಹಾಂಗ್‌ಕಾಂಗ್‌ನಲ್ಲಿ ನಡೆದಿದೆ. 63 ವರ್ಷದ ವ್ಯಕ್ತಿಯೊಬ್ಬ ತಮಾಷೆಗಾಗಿ ಈ ಕೃತ್ಯ ಎಸಗಿದ್ದಾನೆ ಎಂದು ವರದಿಯಾಗಿದೆ. ಈ ಕುರಿತು ತನಿಖೆ ನಡೆಸಿದ ಪೊಲೀಸರು ಆತನನ್ನು ಬಂಧಿಸಿದ್ದಾರೆ. [712,1985,947,2075]
story3-col1 [434,610,685,1015]
story1-box [425,97,1207,502]
side1-dateline: ಕೋಲ್ಕತಾ: [1228,166,1266,179]
story3-dateline: ನವದೆಹಲಿ, ಚೆನ್ನೈ: [434,611,503,624]
side3-headline: ಜಮ್ಮು-ಕಾಶ್ಮೀರ ದಲ್ಲಿ ಅಪ್ಪಳಿಸಿದ ಹಿಮಬಿರುಗಾಳಿ [1228,1359,1507,1380]
story7-col3 [528,1942,694,2395]
side2-headline: ಕಾಂಗ್ರೆಸ್ ಕರೆದ ಸಭೆಗೆ ಎರಡನೇ ಬಾರಿಗೂ ಸಂಸದ ಶಶಿ ತರೂರ್ ಗೈರು [1228,730,1472,776]
story3-headline: ಕನಿಮೋಳಿ-ರಾಹುಲ್ ಗಾಂಧಿ ಭೇಟಿ, ಒಪ್ಪಂದಕ್ಕೆ ಬಾರದ ಮಾತುಕತೆ, ಕಾಂಗ್ರೆಸ್‌ಗೆ ಸಿಗುತ್ತಾ ಹೆಚ್ಚಿನ ಸ್ಥಾನ? [437,521,1197,599]
story8-col3-text: ಆರೋಪಿ ಭಾವನಾತ್ಮಕ ಒತ್ತಡದಲ್ಲಿ ಇದ್ದ ಎಂದು ಅವನ ಪರ ವಕೀಲರು ವಾದಿಸಿದ್ದಾರೆ. ಘಟನೆಯಿಂದ ಆಘಾತಗೊಂಡ ಸ್ಥಳೀಯರು ಸೂಪರ್ ಮಾರ್ಕೆಟ್‌ಗಳಲ್ಲಿ ಹೆಚ್ಚಿನ ಭದ್ರತೆ ಒದಗಿಸುವಂತೆ ಒತ್ತಾಯಿಸಿದ್ದಾರೆ. ಹಲವು ಬಾರಿ ಈ ರೀತಿ ಮಾಡಿರುವುದಾಗಿ ಆತ ಒಪ್ಪಿಕೊಂಡಿದ್ದಾನೆ. [1283,1985,1516,2059]
story7-col1 [11,1942,189,2395]
story7-col1-text: ಅಪ್ಪ, ನಾನು ಅಜಿತ್ ಪವಾರ್ ಅವರ ವಿಮಾನ ಏರುತ್ತಿದ್ದೇನೆ, ನಾಳೆ ಊರಿಗೆ ಬರುತ್ತೇನೆ ಎಂದು ವಿಮಾನದಲ್ಲಿದ್ದ ಫ್ಲೈಟ್ ಅಟೆಂಡೆಂಟ್ ಪಿಂಕಿ ಮಾಲಿ ತಮ್ಮ ತಂದೆ ಜೊತೆ ಕೊನೆಯ ಬಾರಿ ಫೋನ್ ಸಂಭಾಷಣೆ ನಡೆಸಿದ್ದರು. ಮಹಾರಾಷ್ಟ್ರ ಡಿಸಿಎಂ ಅಜಿತ್ ಪವಾರ್ ಅವರ ಸಾವಿಗೆ ಕಾರಣವಾದ ವಿಮಾನ ಅಪಘಾತದಲ್ಲಿ ಅವರೂ ಸಾವನ್ನಪ್ಪಿದ್ದಾರೆ. [11,1943,189,2048]
story1-col1 [444,225,807,484]
masthead-day: ಶುಕ್ರವಾರ [1304,56,1347,73]
sidebar-rule-1 [1225,720,1513,722]
sidebar-rule-2 [1225,1350,1513,1351]
rule-3 [10,1367,1212,1369]
